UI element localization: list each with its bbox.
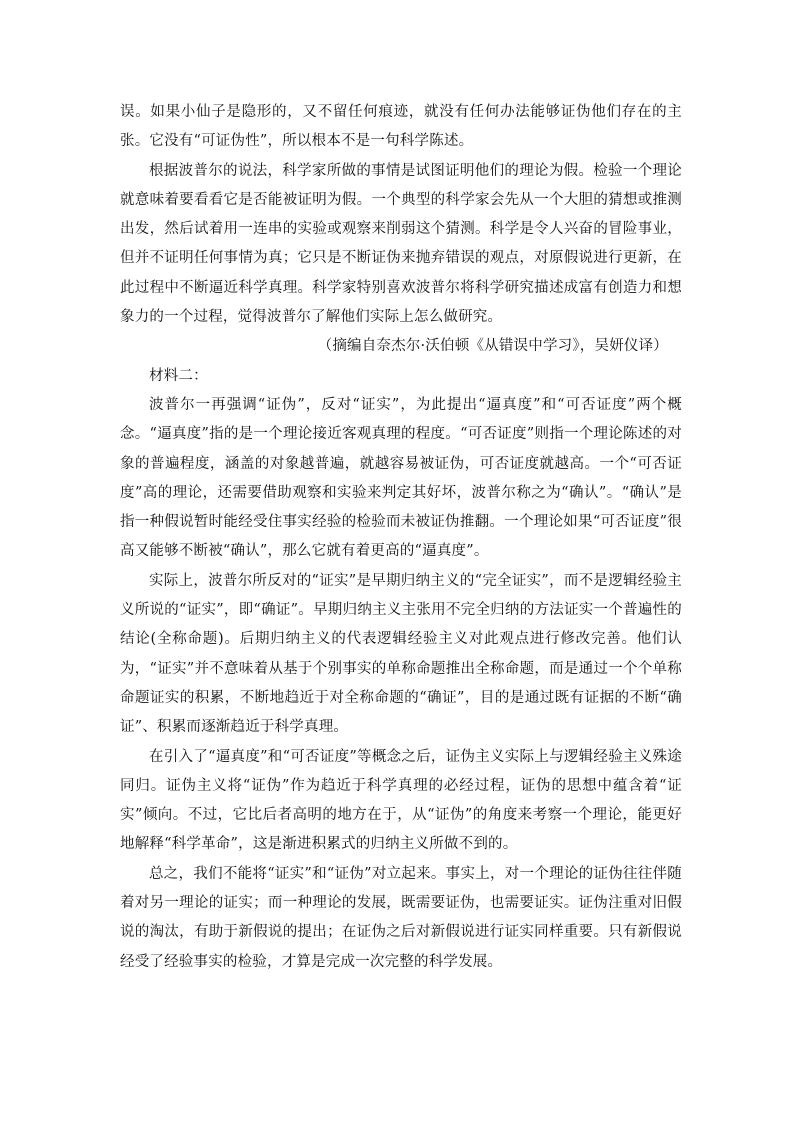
source-credit: （摘编自奈杰尔·沃伯顿《从错误中学习》，吴妍仪译）: [317, 338, 668, 355]
material-two-heading: 材料二：: [149, 367, 208, 384]
paragraph-conclusion: 总之，我们不能将“证实”和“证伪”对立起来。事实上，对一个理论的证伪往往伴随着对另一理论的证实；而一种理论的发展，既需要证伪，也需要证实。证伪注重对旧假说的淘汰，有助于新假说的提出；在证伪之后对新假说进行证实同样重要。只有新假说经受了经验事实的检验，才算是完成一次完整的科学发展。: [120, 865, 682, 970]
paragraph-verification: 实际上，波普尔所反对的“证实”是早期归纳主义的“完全证实”，而不是逻辑经验主义所说的“证实”，即“确证”。早期归纳主义主张用不完全归纳的方法证实一个普遍性的结论(全称命题)。后期归纳主义的代表逻辑经验主义对此观点进行修改完善。他们认为，“证实”并不意味着从基于个别事实的单称命题推出全称命题，而是通过一个个单称命题证实的积累，不断地趋近于对全称命题的“确证”，目的是通过既有证据的不断“确证”、积累而逐渐趋近于科学真理。: [120, 572, 682, 736]
paragraph-popper-view: 根据波普尔的说法，科学家所做的事情是试图证明他们的理论为假。检验一个理论就意味着要看看它是否能被证明为假。一个典型的科学家会先从一个大胆的猜想或推测出发，然后试着用一连串的实验或观察来削弱这个猜测。科学是令人兴奋的冒险事业，但并不证明任何事情为真；它只是不断证伪来抛弃错误的观点，对原假说进行更新，在此过程中不断逼近科学真理。科学家特别喜欢波普尔将科学研究描述成富有创造力和想象力的一个过程，觉得波普尔了解他们实际上怎么做研究。: [120, 162, 682, 326]
article-body: [120, 98, 682, 977]
paragraph-verisimilitude: 波普尔一再强调“证伪”，反对“证实”，为此提出“逼真度”和“可否证度”两个概念。“逼真度”指的是一个理论接近客观真理的程度。“可否证度”则指一个理论陈述的对象的普遍程度，涵盖的对象越普遍，就越容易被证伪，可否证度就越高。一个“可否证度”高的理论，还需要借助观察和实验来判定其好坏，波普尔称之为“确认”。“确认”是指一种假说暂时能经受住事实经验的检验而未被证伪推翻。一个理论如果“可否证度”很高又能够不断被“确认”，那么它就有着更高的“逼真度”。: [120, 396, 682, 560]
paragraph-continuation: 误。如果小仙子是隐形的，又不留任何痕迹，就没有任何办法能够证伪他们存在的主张。它没有“可证伪性”，所以根本不是一句科学陈述。: [120, 104, 682, 150]
paragraph-convergence: 在引入了“逼真度”和“可否证度”等概念之后，证伪主义实际上与逻辑经验主义殊途同归。证伪主义将“证伪”作为趋近于科学真理的必经过程，证伪的思想中蕴含着“证实”倾向。不过，它比后者高明的地方在于，从“证伪”的角度来考察一个理论，能更好地解释“科学革命”，这是渐进积累式的归纳主义所做不到的。: [120, 748, 682, 853]
